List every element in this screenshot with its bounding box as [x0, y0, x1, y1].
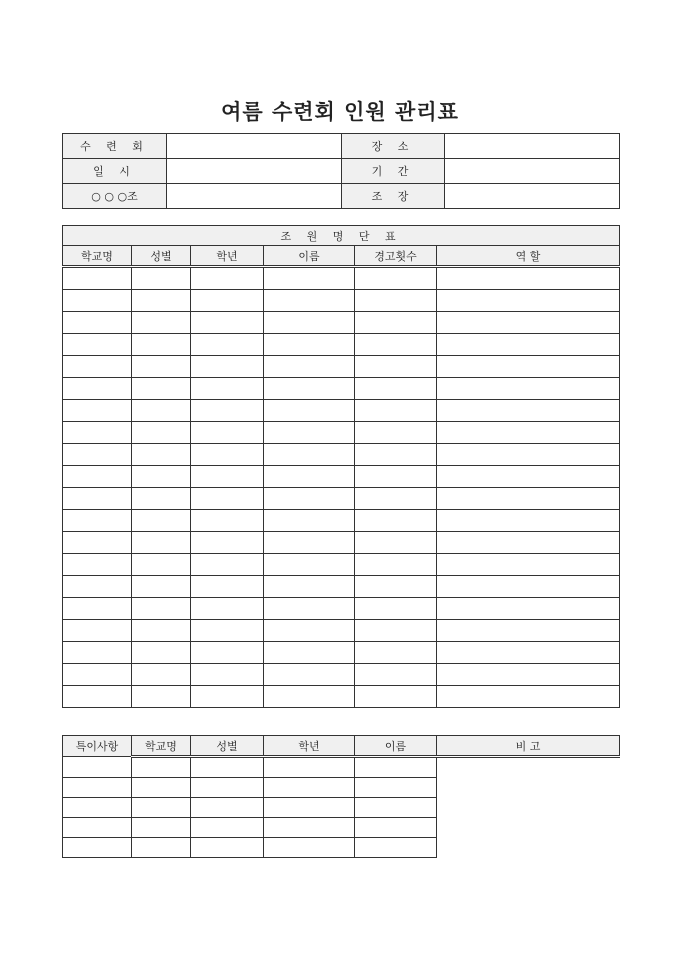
info-label: ○ ○ ○조: [63, 184, 167, 209]
roster-cell[interactable]: [63, 356, 132, 378]
roster-cell[interactable]: [355, 444, 437, 466]
roster-cell[interactable]: [437, 312, 620, 334]
notes-cell[interactable]: [132, 818, 191, 838]
roster-cell[interactable]: [264, 290, 355, 312]
roster-cell[interactable]: [264, 686, 355, 708]
notes-cell[interactable]: [264, 757, 355, 778]
table-row: [63, 422, 620, 444]
notes-table: [62, 735, 620, 858]
roster-cell[interactable]: [191, 686, 264, 708]
roster-cell[interactable]: [437, 444, 620, 466]
roster-cell[interactable]: [355, 642, 437, 664]
table-row: [63, 757, 620, 778]
roster-cell[interactable]: [355, 378, 437, 400]
roster-cell[interactable]: [132, 532, 191, 554]
roster-cell[interactable]: [132, 378, 191, 400]
table-row: [63, 798, 620, 818]
roster-cell[interactable]: [437, 576, 620, 598]
roster-cell[interactable]: [191, 466, 264, 488]
table-row: [63, 400, 620, 422]
roster-cell[interactable]: [437, 488, 620, 510]
roster-cell[interactable]: [132, 466, 191, 488]
roster-cell[interactable]: [191, 642, 264, 664]
roster-cell[interactable]: [264, 444, 355, 466]
roster-cell[interactable]: [132, 488, 191, 510]
notes-cell[interactable]: [63, 838, 132, 858]
roster-cell[interactable]: [355, 532, 437, 554]
roster-cell[interactable]: [264, 510, 355, 532]
roster-cell[interactable]: [437, 532, 620, 554]
roster-cell[interactable]: [132, 554, 191, 576]
roster-caption: 조 원 명 단 표: [63, 226, 620, 246]
table-row: [63, 838, 620, 858]
notes-cell[interactable]: [355, 838, 437, 858]
roster-cell[interactable]: [132, 686, 191, 708]
notes-cell[interactable]: [191, 798, 264, 818]
info-value-field[interactable]: [167, 134, 342, 159]
roster-cell[interactable]: [355, 686, 437, 708]
table-row: [63, 532, 620, 554]
roster-cell[interactable]: [132, 642, 191, 664]
table-row: [63, 466, 620, 488]
roster-cell[interactable]: [437, 664, 620, 686]
roster-header-warnings: 경고횟수: [355, 246, 437, 267]
roster-cell[interactable]: [63, 664, 132, 686]
roster-cell[interactable]: [191, 532, 264, 554]
roster-cell[interactable]: [264, 664, 355, 686]
notes-cell[interactable]: [264, 778, 355, 798]
roster-cell[interactable]: [132, 576, 191, 598]
notes-cell[interactable]: [355, 778, 437, 798]
roster-cell[interactable]: [191, 378, 264, 400]
roster-header-role: 역 할: [437, 246, 620, 267]
roster-cell[interactable]: [437, 598, 620, 620]
roster-cell[interactable]: [264, 554, 355, 576]
table-row: [63, 267, 620, 290]
roster-cell[interactable]: [355, 290, 437, 312]
roster-cell[interactable]: [132, 356, 191, 378]
roster-cell[interactable]: [264, 532, 355, 554]
roster-cell[interactable]: [63, 312, 132, 334]
roster-cell[interactable]: [132, 664, 191, 686]
roster-cell[interactable]: [437, 620, 620, 642]
roster-cell[interactable]: [355, 312, 437, 334]
roster-cell[interactable]: [191, 356, 264, 378]
roster-cell[interactable]: [355, 554, 437, 576]
notes-cell[interactable]: [63, 818, 132, 838]
notes-header-gender: 성별: [191, 736, 264, 757]
roster-cell[interactable]: [264, 642, 355, 664]
roster-cell[interactable]: [63, 642, 132, 664]
table-row: [63, 378, 620, 400]
roster-cell[interactable]: [132, 334, 191, 356]
notes-cell[interactable]: [132, 757, 191, 778]
roster-cell[interactable]: [191, 510, 264, 532]
roster-cell[interactable]: [355, 598, 437, 620]
roster-cell[interactable]: [63, 532, 132, 554]
roster-cell[interactable]: [264, 598, 355, 620]
roster-cell[interactable]: [191, 576, 264, 598]
roster-cell[interactable]: [437, 686, 620, 708]
info-value-field[interactable]: [167, 159, 342, 184]
roster-cell[interactable]: [191, 422, 264, 444]
info-label: 장 소: [342, 134, 445, 159]
notes-cell[interactable]: [63, 798, 132, 818]
info-row: [63, 134, 620, 159]
roster-cell[interactable]: [437, 400, 620, 422]
notes-cell[interactable]: [63, 778, 132, 798]
notes-cell[interactable]: [191, 838, 264, 858]
roster-cell[interactable]: [132, 510, 191, 532]
notes-cell[interactable]: [264, 838, 355, 858]
roster-header-gender: 성별: [132, 246, 191, 267]
roster-cell[interactable]: [191, 488, 264, 510]
info-value-field[interactable]: [445, 134, 620, 159]
notes-cell[interactable]: [191, 757, 264, 778]
page-title: 여름 수련회 인원 관리표: [221, 100, 459, 124]
table-row: [63, 576, 620, 598]
info-value-field[interactable]: [445, 184, 620, 209]
roster-cell[interactable]: [264, 422, 355, 444]
notes-header-name: 이름: [355, 736, 437, 757]
info-row: [63, 184, 620, 209]
roster-cell[interactable]: [63, 598, 132, 620]
roster-cell[interactable]: [63, 267, 132, 290]
roster-cell[interactable]: [437, 290, 620, 312]
roster-cell[interactable]: [191, 290, 264, 312]
roster-cell[interactable]: [63, 686, 132, 708]
notes-cell[interactable]: [264, 818, 355, 838]
roster-cell[interactable]: [132, 267, 191, 290]
roster-cell[interactable]: [355, 664, 437, 686]
roster-cell[interactable]: [355, 510, 437, 532]
roster-cell[interactable]: [63, 378, 132, 400]
notes-cell[interactable]: [132, 778, 191, 798]
roster-cell[interactable]: [63, 466, 132, 488]
roster-cell[interactable]: [264, 356, 355, 378]
notes-header-row: [63, 736, 620, 757]
info-label: 기 간: [342, 159, 445, 184]
roster-cell[interactable]: [191, 267, 264, 290]
roster-cell[interactable]: [355, 267, 437, 290]
table-row: [63, 598, 620, 620]
roster-cell[interactable]: [132, 400, 191, 422]
roster-cell[interactable]: [437, 334, 620, 356]
info-label: 일 시: [63, 159, 167, 184]
roster-header-name: 이름: [264, 246, 355, 267]
roster-cell[interactable]: [437, 378, 620, 400]
roster-cell[interactable]: [63, 444, 132, 466]
roster-cell[interactable]: [264, 334, 355, 356]
notes-header-remarks: 비 고: [437, 736, 620, 757]
roster-cell[interactable]: [355, 356, 437, 378]
notes-header-grade: 학년: [264, 736, 355, 757]
table-row: [63, 312, 620, 334]
roster-cell[interactable]: [437, 554, 620, 576]
roster-cell[interactable]: [191, 400, 264, 422]
roster-cell[interactable]: [63, 334, 132, 356]
info-label: 수 련 회: [63, 134, 167, 159]
notes-cell[interactable]: [132, 798, 191, 818]
roster-header-school: 학교명: [63, 246, 132, 267]
roster-cell[interactable]: [437, 356, 620, 378]
roster-cell[interactable]: [63, 554, 132, 576]
table-row: [63, 444, 620, 466]
table-row: [63, 778, 620, 798]
roster-header-grade: 학년: [191, 246, 264, 267]
notes-cell[interactable]: [264, 798, 355, 818]
roster-cell[interactable]: [191, 664, 264, 686]
roster-cell[interactable]: [264, 378, 355, 400]
roster-cell[interactable]: [63, 422, 132, 444]
roster-cell[interactable]: [63, 488, 132, 510]
roster-cell[interactable]: [191, 598, 264, 620]
roster-cell[interactable]: [355, 400, 437, 422]
table-row: [63, 686, 620, 708]
roster-cell[interactable]: [191, 620, 264, 642]
notes-cell[interactable]: [355, 798, 437, 818]
roster-cell[interactable]: [132, 444, 191, 466]
notes-cell[interactable]: [355, 818, 437, 838]
roster-cell[interactable]: [63, 510, 132, 532]
roster-cell[interactable]: [132, 290, 191, 312]
roster-cell[interactable]: [264, 466, 355, 488]
info-value-field[interactable]: [167, 184, 342, 209]
table-row: [63, 642, 620, 664]
roster-cell[interactable]: [355, 334, 437, 356]
roster-cell[interactable]: [264, 312, 355, 334]
roster-cell[interactable]: [191, 312, 264, 334]
notes-side-label: 특이사항: [63, 736, 132, 757]
roster-cell[interactable]: [264, 488, 355, 510]
roster-cell[interactable]: [264, 400, 355, 422]
roster-cell[interactable]: [437, 642, 620, 664]
roster-cell[interactable]: [132, 312, 191, 334]
roster-cell[interactable]: [264, 576, 355, 598]
table-row: [63, 334, 620, 356]
roster-cell[interactable]: [264, 620, 355, 642]
roster-cell[interactable]: [191, 334, 264, 356]
table-row: [63, 290, 620, 312]
notes-cell[interactable]: [63, 757, 132, 778]
roster-cell[interactable]: [355, 488, 437, 510]
table-row: [63, 818, 620, 838]
info-row: [63, 159, 620, 184]
roster-cell[interactable]: [437, 510, 620, 532]
roster-cell[interactable]: [437, 422, 620, 444]
info-table: [62, 133, 620, 209]
notes-cell[interactable]: [191, 778, 264, 798]
roster-table: [62, 225, 620, 708]
table-row: [63, 554, 620, 576]
roster-cell[interactable]: [63, 620, 132, 642]
table-row: [63, 620, 620, 642]
roster-cell[interactable]: [355, 576, 437, 598]
info-label: 조 장: [342, 184, 445, 209]
roster-cell[interactable]: [264, 267, 355, 290]
roster-cell[interactable]: [355, 620, 437, 642]
roster-cell[interactable]: [355, 422, 437, 444]
roster-cell[interactable]: [132, 422, 191, 444]
roster-caption-row: [63, 226, 620, 246]
roster-header-row: [63, 246, 620, 267]
table-row: [63, 510, 620, 532]
roster-cell[interactable]: [63, 400, 132, 422]
roster-cell[interactable]: [437, 267, 620, 290]
roster-cell[interactable]: [437, 466, 620, 488]
roster-cell[interactable]: [132, 598, 191, 620]
notes-cell[interactable]: [355, 757, 437, 778]
table-row: [63, 356, 620, 378]
notes-cell[interactable]: [132, 838, 191, 858]
table-row: [63, 664, 620, 686]
info-value-field[interactable]: [445, 159, 620, 184]
roster-cell[interactable]: [63, 576, 132, 598]
roster-cell[interactable]: [355, 466, 437, 488]
roster-cell[interactable]: [191, 444, 264, 466]
notes-cell[interactable]: [191, 818, 264, 838]
table-row: [63, 488, 620, 510]
roster-cell[interactable]: [63, 290, 132, 312]
roster-cell[interactable]: [132, 620, 191, 642]
roster-cell[interactable]: [191, 554, 264, 576]
notes-header-school: 학교명: [132, 736, 191, 757]
